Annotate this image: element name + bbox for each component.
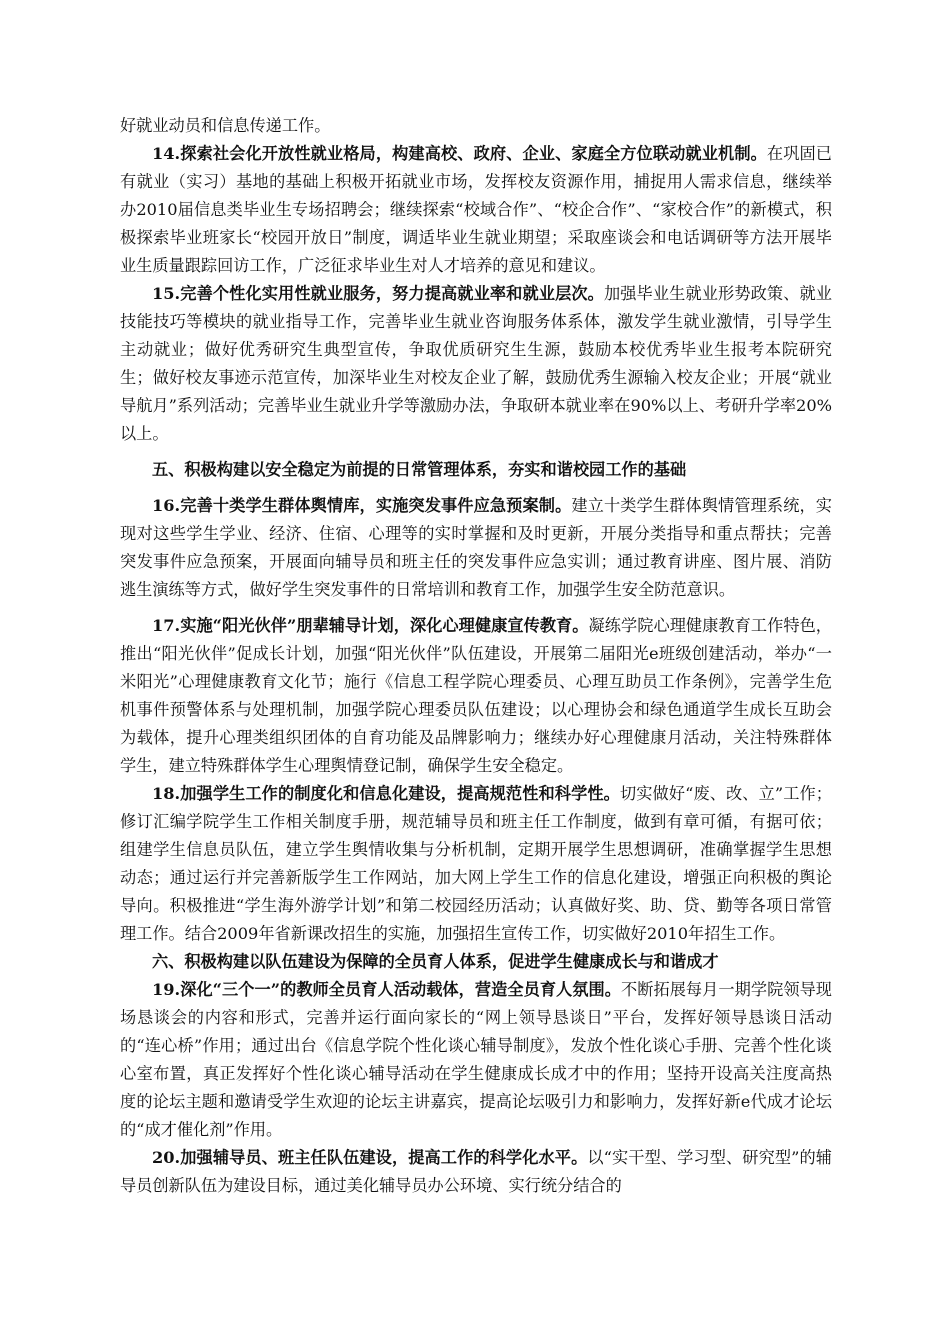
item-heading: 14.探索社会化开放性就业格局，构建高校、政府、企业、家庭全方位联动就业机制。 [152,144,767,163]
item-heading: 20.加强辅导员、班主任队伍建设，提高工作的科学化水平。 [152,1148,588,1167]
item-heading: 15.完善个性化实用性就业服务，努力提高就业率和就业层次。 [152,284,604,303]
paragraph-text: 好就业动员和信息传递工作。 [120,116,331,135]
paragraph-text: 在巩固已有就业（实习）基地的基础上积极开拓就业市场，发挥校友资源作用，捕捉用人需求信息，继续举办2010届信息类毕业生专场招聘会；继续探索“校域合作”、“校企合作”、“家校合作”的新模式，积极探索毕业班家长“校园开放日”制度，调适毕业生就业期望；采取座谈会和电话调研等方法开展毕业生质量跟踪回访工作，广泛征求毕业生对人才培养的意见和建议。 [120,144,832,275]
item-heading: 18.加强学生工作的制度化和信息化建设，提高规范性和科学性。 [152,784,620,803]
paragraph-item-14 [120,140,832,280]
paragraph-text: 不断拓展每月一期学院领导现场恳谈会的内容和形式，完善并运行面向家长的“网上领导恳谈日”平台，发挥好领导恳谈日活动的“连心桥”作用；通过出台《信息学院个性化谈心辅导制度》，发放个性化谈心手册、完善个性化谈心室布置，真正发挥好个性化谈心辅导活动在学生健康成长成才中的作用；坚持开设高关注度高热度的论坛主题和邀请受学生欢迎的论坛主讲嘉宾，提高论坛吸引力和影响力，发挥好新e代成才论坛的“成才催化剂”作用。 [120,980,832,1139]
paragraph-continuation [120,112,832,140]
paragraph-text: 凝练学院心理健康教育工作特色，推出“阳光伙伴”促成长计划，加强“阳光伙伴”队伍建设，开展第二届阳光e班级创建活动，举办“一米阳光”心理健康教育文化节；施行《信息工程学院心理委员、心理互助员工作条例》，完善学生危机事件预警体系与处理机制，加强学院心理委员队伍建设；以心理协会和绿色通道学生成长互助会为载体，提升心理类组织团体的自育功能及品牌影响力；继续办好心理健康月活动，关注特殊群体学生，建立特殊群体学生心理舆情登记制，确保学生安全稳定。 [120,616,832,775]
paragraph-item-19 [120,976,832,1144]
section-heading-5: 五、积极构建以安全稳定为前提的日常管理体系，夯实和谐校园工作的基础 [152,460,687,479]
document-page [120,112,832,1200]
item-heading: 16.完善十类学生群体舆情库，实施突发事件应急预案制。 [152,496,572,515]
paragraph-item-16 [120,492,832,604]
paragraph-item-20 [120,1144,832,1200]
section-heading-6: 六、积极构建以队伍建设为保障的全员育人体系，促进学生健康成长与和谐成才 [152,952,719,971]
paragraph-text: 加强毕业生就业形势政策、就业技能技巧等模块的就业指导工作，完善毕业生就业咨询服务体系体，激发学生就业激情，引导学生主动就业；做好优秀研究生典型宣传，争取优质研究生生源，鼓励本校优秀毕业生报考本院研究生；做好校友事迹示范宣传，加深毕业生对校友企业了解，鼓励优秀生源输入校友企业；开展“就业导航月”系列活动；完善毕业生就业升学等激励办法，争取研本就业率在90%以上、考研升学率20%以上。 [120,284,832,443]
paragraph-item-17 [120,612,832,780]
paragraph-text: 切实做好“废、改、立”工作；修订汇编学院学生工作相关制度手册，规范辅导员和班主任工作制度，做到有章可循，有据可依；组建学生信息员队伍，建立学生舆情收集与分析机制，定期开展学生思想调研，准确掌握学生思想动态；通过运行并完善新版学生工作网站，加大网上学生工作的信息化建设，增强正向积极的舆论导向。积极推进“学生海外游学计划”和第二校园经历活动；认真做好奖、助、贷、勤等各项日常管理工作。结合2009年省新课改招生的实施，加强招生宣传工作，切实做好2010年招生工作。 [120,784,832,943]
item-heading: 19.深化“三个一”的教师全员育人活动载体，营造全员育人氛围。 [152,980,621,999]
paragraph-text: 以“实干型、学习型、研究型”的辅导员创新队伍为建设目标，通过美化辅导员办公环境、实行统分结合的 [120,1148,832,1195]
item-heading: 17.实施“阳光伙伴”朋辈辅导计划，深化心理健康宣传教育。 [152,616,589,635]
paragraph-item-15 [120,280,832,448]
paragraph-item-18 [120,780,832,948]
paragraph-text: 建立十类学生群体舆情管理系统，实现对这些学生学业、经济、住宿、心理等的实时掌握和及时更新，开展分类指导和重点帮扶；完善突发事件应急预案，开展面向辅导员和班主任的突发事件应急实训；通过教育讲座、图片展、消防逃生演练等方式，做好学生突发事件的日常培训和教育工作，加强学生安全防范意识。 [120,496,832,599]
